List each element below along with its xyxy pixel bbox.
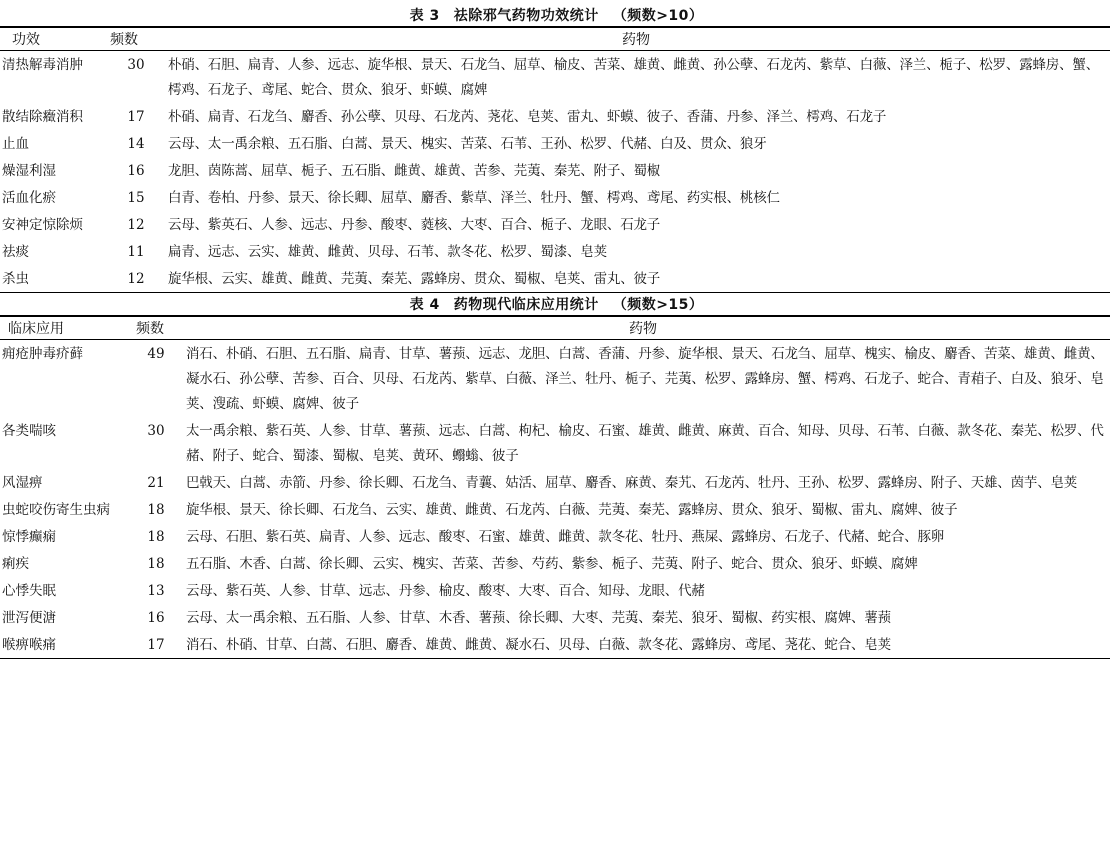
row-drug-list: 朴硝、扁青、石龙刍、麝香、孙公孽、贝母、石龙芮、荛花、皂荚、雷丸、虾蟆、彼子、香蒲、丹参、泽兰、樗鸡、石龙子 — [168, 109, 887, 125]
table3-header-effect: 功效 — [0, 27, 110, 51]
row-drug-list: 白青、卷柏、丹参、景天、徐长卿、屈草、麝香、紫草、泽兰、牡丹、蟹、樗鸡、鸢尾、药实根、桃核仁 — [168, 190, 780, 206]
table4-header-frequency: 频数 — [136, 316, 176, 340]
row-label: 虫蛇咬伤寄生虫病 — [2, 502, 110, 518]
table-row — [0, 103, 1110, 130]
table-row — [0, 631, 1110, 659]
row-frequency: 30 — [147, 423, 165, 439]
row-label: 安神定惊除烦 — [2, 217, 83, 233]
row-label: 止血 — [2, 136, 29, 152]
row-label: 痢疾 — [2, 556, 29, 572]
row-frequency: 18 — [147, 529, 165, 545]
table-row — [0, 211, 1110, 238]
table3-header-drugs: 药物 — [162, 27, 1110, 51]
row-label: 杀虫 — [2, 271, 29, 287]
row-drug-list: 消石、朴硝、石胆、五石脂、扁青、甘草、薯蓣、远志、龙胆、白蒿、香蒲、丹参、旋华根、景天、石龙刍、屈草、槐实、榆皮、麝香、苦菜、雄黄、雌黄、凝水石、孙公孽、苦参、百合、贝母、石龙芮、紫草、白薇、泽兰、牡丹、栀子、芫荑、松罗、露蜂房、蟹、樗鸡、石龙子、蛇合、青葙子、白及、狼牙、皂荚、溲疏、虾蟆、腐婢、彼子 — [186, 346, 1104, 412]
table-row — [0, 265, 1110, 293]
row-frequency: 13 — [147, 583, 165, 599]
row-frequency: 30 — [127, 57, 145, 73]
row-drug-list: 旋华根、景天、徐长卿、石龙刍、云实、雄黄、雌黄、石龙芮、白薇、芫荑、秦芜、露蜂房、贯众、狼牙、蜀椒、雷丸、腐婢、彼子 — [186, 502, 958, 518]
row-label: 泄泻便溏 — [2, 610, 56, 626]
row-frequency: 15 — [127, 190, 145, 206]
table-row — [0, 238, 1110, 265]
table-row — [0, 184, 1110, 211]
table-row — [0, 496, 1110, 523]
row-drug-list: 朴硝、石胆、扁青、人参、远志、旋华根、景天、石龙刍、屈草、榆皮、苦菜、雄黄、雌黄、孙公孽、石龙芮、紫草、白薇、泽兰、栀子、松罗、露蜂房、蟹、樗鸡、石龙子、鸢尾、蛇合、贯众、狼牙、虾蟆、腐婢 — [168, 57, 1099, 98]
row-frequency: 11 — [127, 244, 145, 260]
row-drug-list: 太一禹余粮、紫石英、人参、甘草、薯蓣、远志、白蒿、枸杞、榆皮、石蜜、雄黄、雌黄、麻黄、百合、知母、贝母、石苇、白薇、款冬花、秦芜、松罗、代赭、附子、蛇合、蜀漆、蜀椒、皂荚、黄环、蠮螉、彼子 — [186, 423, 1104, 464]
table-row — [0, 157, 1110, 184]
table-row — [0, 51, 1110, 104]
row-drug-list: 云母、太一禹余粮、五石脂、白蒿、景天、槐实、苦菜、石苇、王孙、松罗、代赭、白及、贯众、狼牙 — [168, 136, 767, 152]
table-row — [0, 604, 1110, 631]
row-drug-list: 龙胆、茵陈蒿、屈草、栀子、五石脂、雌黄、雄黄、苦参、芫荑、秦芜、附子、蜀椒 — [168, 163, 661, 179]
row-drug-list: 云母、紫英石、人参、远志、丹参、酸枣、蕤核、大枣、百合、栀子、龙眼、石龙子 — [168, 217, 661, 233]
table4-body — [0, 340, 1110, 659]
row-frequency: 18 — [147, 502, 165, 518]
table-row — [0, 577, 1110, 604]
row-frequency: 17 — [147, 637, 165, 653]
table4-header-row — [0, 316, 1110, 340]
row-label: 祛痰 — [2, 244, 29, 260]
table-row — [0, 417, 1110, 469]
table3 — [0, 26, 1110, 293]
row-frequency: 17 — [127, 109, 145, 125]
row-drug-list: 消石、朴硝、甘草、白蒿、石胆、麝香、雄黄、雌黄、凝水石、贝母、白薇、款冬花、露蜂房、鸢尾、荛花、蛇合、皂荚 — [186, 637, 891, 653]
row-frequency: 16 — [127, 163, 145, 179]
table3-caption-note: （频数>10） — [612, 8, 704, 24]
table-row — [0, 340, 1110, 418]
table-row — [0, 130, 1110, 157]
table3-caption-title: 祛除邪气药物功效统计 — [453, 8, 599, 24]
row-drug-list: 云母、紫石英、人参、甘草、远志、丹参、榆皮、酸枣、大枣、百合、知母、龙眼、代赭 — [186, 583, 705, 599]
table3-header-frequency: 频数 — [110, 27, 162, 51]
row-label: 散结除癥消积 — [2, 109, 83, 125]
row-label: 痈疮肿毒疥藓 — [2, 346, 83, 362]
row-label: 活血化瘀 — [2, 190, 56, 206]
row-drug-list: 巴戟天、白蒿、赤箭、丹参、徐长卿、石龙刍、青蘘、姑活、屈草、麝香、麻黄、秦艽、石龙芮、牡丹、王孙、松罗、露蜂房、附子、天雄、茵芋、皂荚 — [186, 475, 1078, 491]
row-label: 喉痹喉痛 — [2, 637, 56, 653]
table4-caption-number: 表 4 — [409, 297, 440, 313]
table-row — [0, 550, 1110, 577]
row-drug-list: 云母、太一禹余粮、五石脂、人参、甘草、木香、薯蓣、徐长卿、大枣、芫荑、秦芜、狼牙、蜀椒、药实根、腐婢、薯蓣 — [186, 610, 891, 626]
table-row — [0, 523, 1110, 550]
row-frequency: 49 — [147, 346, 165, 362]
table-row — [0, 469, 1110, 496]
table4 — [0, 315, 1110, 659]
table3-header-row — [0, 27, 1110, 51]
row-label: 心悸失眠 — [2, 583, 56, 599]
table4-header-drugs: 药物 — [176, 316, 1110, 340]
row-frequency: 12 — [127, 271, 145, 287]
row-frequency: 16 — [147, 610, 165, 626]
row-frequency: 21 — [147, 475, 165, 491]
table4-caption-title: 药物现代临床应用统计 — [453, 297, 599, 313]
row-label: 燥湿利湿 — [2, 163, 56, 179]
row-drug-list: 五石脂、木香、白蒿、徐长卿、云实、槐实、苦菜、苦参、芍药、紫参、栀子、芫荑、附子、蛇合、贯众、狼牙、虾蟆、腐婢 — [186, 556, 918, 572]
table3-body — [0, 51, 1110, 293]
table3-caption — [0, 6, 1113, 26]
row-frequency: 12 — [127, 217, 145, 233]
table4-caption-note: （频数>15） — [612, 297, 704, 313]
row-label: 风湿痹 — [2, 475, 43, 491]
row-drug-list: 旋华根、云实、雄黄、雌黄、芫荑、秦芜、露蜂房、贯众、蜀椒、皂荚、雷丸、彼子 — [168, 271, 661, 287]
row-drug-list: 扁青、远志、云实、雄黄、雌黄、贝母、石苇、款冬花、松罗、蜀漆、皂荚 — [168, 244, 607, 260]
row-frequency: 18 — [147, 556, 165, 572]
row-drug-list: 云母、石胆、紫石英、扁青、人参、远志、酸枣、石蜜、雄黄、雌黄、款冬花、牡丹、燕屎、露蜂房、石龙子、代赭、蛇合、豚卵 — [186, 529, 945, 545]
row-frequency: 14 — [127, 136, 145, 152]
row-label: 惊悸癫痫 — [2, 529, 56, 545]
page — [0, 6, 1113, 845]
row-label: 清热解毒消肿 — [2, 57, 83, 73]
table3-caption-number: 表 3 — [409, 8, 440, 24]
table4-caption — [0, 295, 1113, 315]
table4-header-application: 临床应用 — [0, 316, 136, 340]
row-label: 各类喘咳 — [2, 423, 56, 439]
